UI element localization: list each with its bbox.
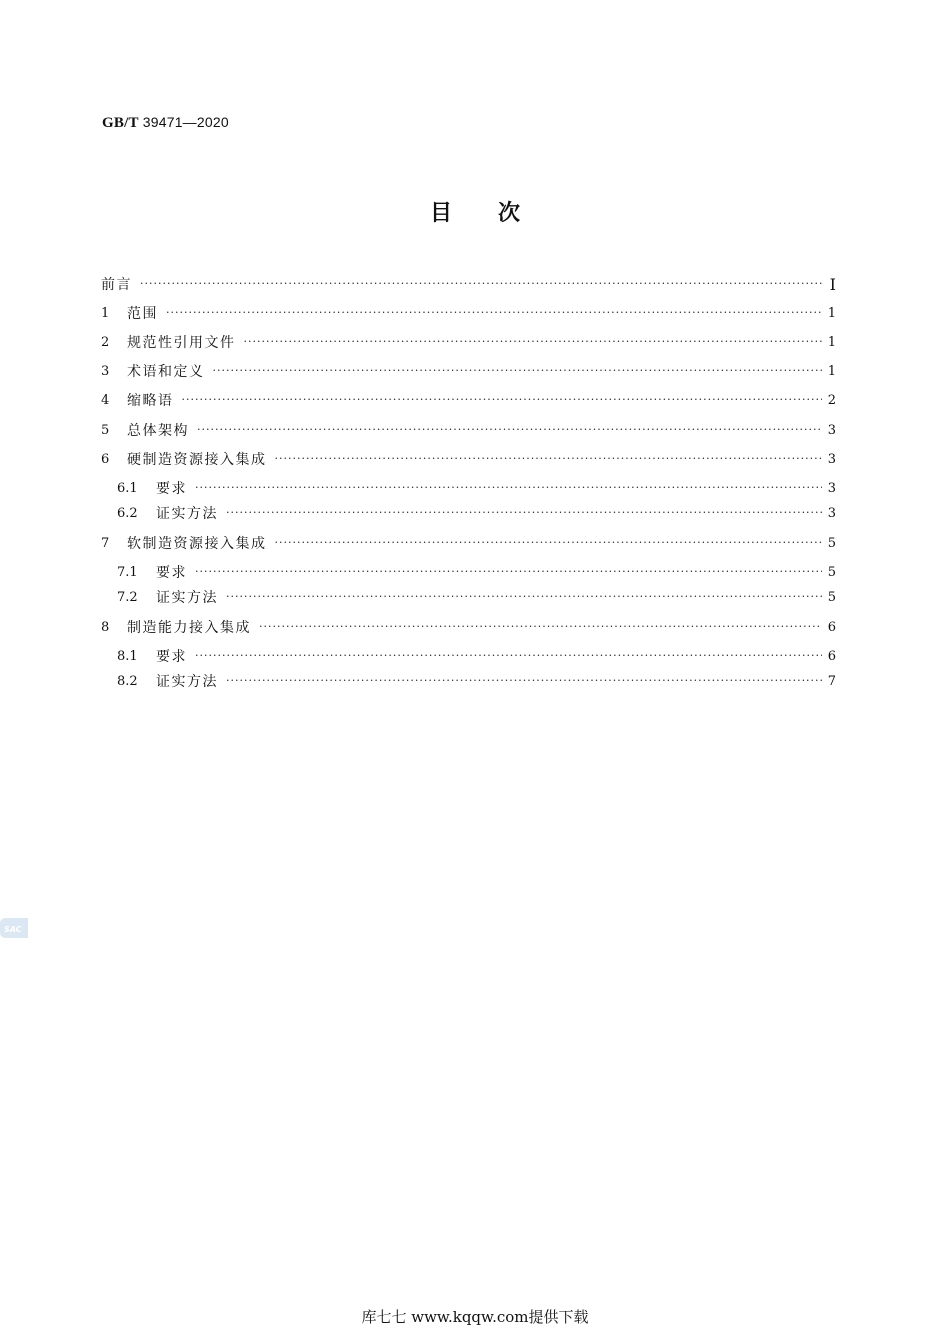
standard-code-number: 39471—2020 [142, 114, 229, 130]
toc-entry-1[interactable] [101, 302, 836, 324]
toc-entry-page: 5 [827, 564, 836, 580]
toc-entry-page: 7 [827, 673, 836, 689]
dot-leader [275, 448, 822, 470]
toc-entry-page: 1 [827, 363, 836, 379]
dot-leader [275, 532, 822, 554]
toc-entry-number: 7.2 [117, 589, 138, 605]
standard-code [102, 114, 229, 132]
toc-entry-page: Ⅰ [829, 274, 836, 294]
toc-entry-page: 3 [827, 422, 836, 438]
toc-entry-text: 要求 [156, 565, 187, 581]
page-title: 目次 [429, 201, 566, 226]
toc-entry-page: 5 [827, 589, 836, 605]
toc-entry-number: 8.2 [117, 673, 138, 689]
toc-entry-number: 1 [101, 305, 110, 321]
toc-entry-text: 证实方法 [156, 590, 218, 606]
toc-entry-page: 5 [827, 535, 836, 551]
toc-entry-text: 缩略语 [127, 393, 174, 409]
toc-entry-page: 1 [827, 305, 836, 321]
toc-entry-number: 8.1 [117, 648, 138, 664]
toc-entry-3[interactable] [101, 360, 836, 382]
dot-leader [226, 670, 822, 692]
toc-entry-number: 6 [101, 451, 110, 467]
toc-entry-6-1[interactable] [117, 477, 836, 499]
toc-entry-page: 6 [827, 648, 836, 664]
dot-leader [226, 586, 822, 608]
toc-entry-text: 要求 [156, 481, 187, 497]
toc-entry-8[interactable] [101, 616, 836, 638]
dot-leader [166, 302, 822, 324]
dot-leader [195, 477, 822, 499]
toc-entry-text: 范围 [127, 306, 158, 322]
toc-entry-number: 8 [101, 619, 110, 635]
toc-entry-text: 硬制造资源接入集成 [127, 452, 267, 468]
toc-entry-text: 要求 [156, 649, 187, 665]
download-footer: 库七七 www.kqqw.com提供下载 [361, 1308, 589, 1326]
toc-entry-page: 3 [827, 451, 836, 467]
toc-entry-text: 规范性引用文件 [127, 335, 236, 351]
toc-entry-text: 证实方法 [156, 674, 218, 690]
toc-entry-number: 6.2 [117, 505, 138, 521]
svg-text:SAC: SAC [4, 925, 22, 934]
toc-entry-8-1[interactable] [117, 645, 836, 667]
toc-entry-5[interactable] [101, 419, 836, 441]
toc-entry-page: 3 [827, 505, 836, 521]
dot-leader [213, 360, 822, 382]
toc-entry-page: 2 [827, 392, 836, 408]
toc-entry-6-2[interactable] [117, 502, 836, 524]
dot-leader [195, 645, 822, 667]
toc-entry-page: 6 [827, 619, 836, 635]
toc-entry-foreword[interactable] [101, 273, 836, 295]
dot-leader [244, 331, 822, 353]
dot-leader [197, 419, 822, 441]
dot-leader [182, 389, 822, 411]
toc-entry-text: 制造能力接入集成 [127, 620, 251, 636]
toc-entry-number: 6.1 [117, 480, 138, 496]
toc-entry-text: 软制造资源接入集成 [127, 536, 267, 552]
dot-leader [140, 273, 822, 295]
dot-leader [226, 502, 822, 524]
sac-watermark-logo [0, 916, 28, 940]
toc-entry-number: 3 [101, 363, 110, 379]
toc-entry-7[interactable] [101, 532, 836, 554]
toc-entry-8-2[interactable] [117, 670, 836, 692]
toc-entry-7-1[interactable] [117, 561, 836, 583]
toc-entry-4[interactable] [101, 389, 836, 411]
toc-entry-number: 7.1 [117, 564, 138, 580]
toc-entry-number: 7 [101, 535, 110, 551]
toc-entry-text: 总体架构 [127, 423, 189, 439]
toc-entry-2[interactable] [101, 331, 836, 353]
standard-code-prefix: GB/T [102, 115, 139, 131]
toc-entry-text: 证实方法 [156, 506, 218, 522]
toc-entry-number: 4 [101, 392, 110, 408]
toc-entry-number: 5 [101, 422, 110, 438]
toc-entry-page: 1 [827, 334, 836, 350]
toc-entry-page: 3 [827, 480, 836, 496]
toc-entry-6[interactable] [101, 448, 836, 470]
dot-leader [259, 616, 822, 638]
toc-entry-number: 2 [101, 334, 110, 350]
dot-leader [195, 561, 822, 583]
toc-entry-text: 术语和定义 [127, 364, 205, 380]
toc-entry-text: 前言 [101, 277, 132, 293]
toc-entry-7-2[interactable] [117, 586, 836, 608]
